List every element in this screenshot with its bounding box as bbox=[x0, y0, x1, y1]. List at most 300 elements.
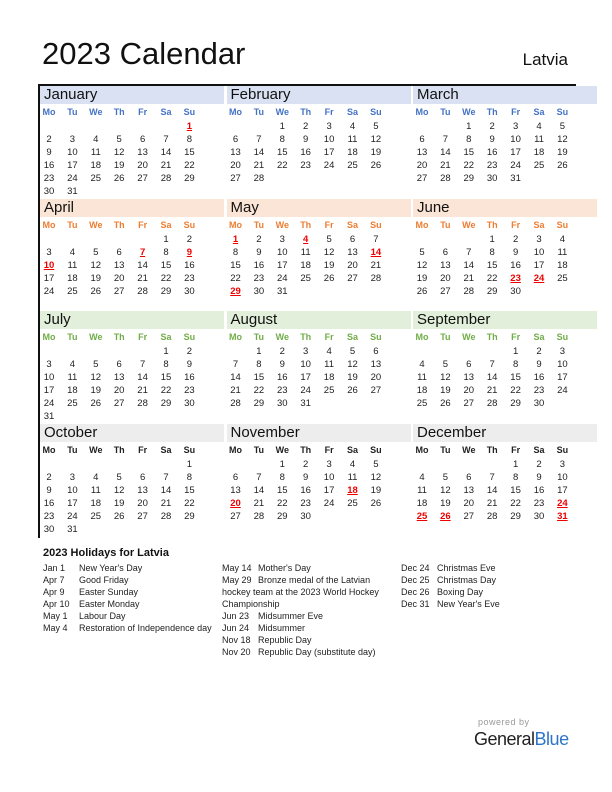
date-cell: 6 bbox=[139, 134, 146, 145]
date-cell: 27 bbox=[463, 398, 475, 409]
holiday-date: May 1 bbox=[43, 611, 68, 621]
holiday-date: May 14 bbox=[222, 563, 252, 573]
date-cell: 16 bbox=[533, 484, 545, 496]
date-cell: 7 bbox=[163, 134, 169, 145]
weekday-label: Su bbox=[556, 444, 569, 455]
month-header bbox=[413, 311, 597, 329]
date-cell: 21 bbox=[253, 160, 265, 171]
date-cell: 7 bbox=[489, 359, 495, 370]
date-cell: 4 bbox=[559, 233, 566, 245]
holiday-item bbox=[222, 562, 397, 574]
date-cell: 19 bbox=[323, 259, 335, 271]
weekday-label: Th bbox=[113, 107, 125, 117]
date-cell: 27 bbox=[113, 398, 125, 409]
holiday-name: Christmas Day bbox=[437, 575, 497, 585]
holiday-item bbox=[43, 610, 218, 622]
holiday-date: 14 bbox=[370, 246, 382, 258]
date-cell: 22 bbox=[253, 385, 265, 396]
date-cell: 23 bbox=[533, 385, 545, 396]
date-cell: 25 bbox=[67, 398, 78, 409]
date-cell: 4 bbox=[69, 246, 76, 258]
date-cell: 22 bbox=[160, 385, 172, 396]
date-cell: 8 bbox=[512, 471, 519, 483]
date-cell: 25 bbox=[347, 497, 358, 509]
date-cell: 14 bbox=[486, 372, 498, 383]
date-cell: 10 bbox=[300, 359, 311, 370]
weekday-label: Th bbox=[300, 107, 312, 117]
weekday-label: Mo bbox=[415, 107, 429, 117]
holiday-date: Jan 1 bbox=[43, 563, 66, 573]
date-cell: 5 bbox=[559, 121, 566, 132]
date-cell: 30 bbox=[43, 186, 55, 197]
weekday-label: Mo bbox=[42, 332, 56, 342]
weekday-label: Th bbox=[486, 332, 498, 342]
date-cell: 21 bbox=[253, 497, 265, 509]
weekday-label: Sa bbox=[160, 332, 172, 342]
date-cell: 3 bbox=[69, 471, 76, 483]
date-cell: 23 bbox=[300, 160, 311, 171]
date-cell: 20 bbox=[416, 160, 428, 171]
logo-text-general: General bbox=[474, 729, 535, 749]
date-cell: 20 bbox=[113, 272, 125, 284]
month-january bbox=[40, 86, 224, 196]
date-cell: 5 bbox=[116, 471, 122, 483]
weekday-label: Fr bbox=[138, 219, 148, 230]
date-cell: 28 bbox=[253, 510, 265, 522]
date-cell: 3 bbox=[303, 346, 309, 357]
date-cell: 7 bbox=[373, 233, 379, 245]
date-cell: 14 bbox=[137, 372, 148, 383]
date-cell: 3 bbox=[559, 458, 566, 470]
date-cell: 21 bbox=[370, 259, 382, 271]
date-cell: 29 bbox=[277, 510, 288, 522]
date-cell: 12 bbox=[370, 471, 382, 483]
date-cell: 24 bbox=[557, 385, 568, 396]
date-cell: 7 bbox=[139, 359, 146, 370]
date-cell: 10 bbox=[557, 471, 568, 483]
weekday-label: Su bbox=[556, 107, 569, 117]
date-cell: 11 bbox=[347, 134, 358, 145]
date-cell: 16 bbox=[300, 484, 311, 496]
date-cell: 25 bbox=[90, 173, 102, 184]
month-march bbox=[413, 86, 597, 196]
holiday-name: Midsummer bbox=[258, 623, 306, 633]
weekday-label: Tu bbox=[253, 444, 265, 455]
date-cell: 27 bbox=[137, 173, 148, 184]
month-name: December bbox=[417, 423, 487, 441]
weekday-label: Th bbox=[486, 107, 498, 117]
date-cell: 27 bbox=[230, 173, 241, 184]
date-cell: 12 bbox=[440, 484, 451, 496]
date-cell: 26 bbox=[90, 285, 102, 297]
date-cell: 2 bbox=[46, 134, 52, 145]
holiday-name: Republic Day bbox=[258, 635, 312, 645]
weekday-label: Mo bbox=[42, 444, 56, 455]
date-cell: 12 bbox=[347, 359, 358, 370]
date-cell: 27 bbox=[440, 285, 451, 297]
date-cell: 28 bbox=[463, 285, 475, 297]
weekday-label: Th bbox=[300, 332, 312, 342]
date-cell: 27 bbox=[113, 285, 125, 297]
date-cell: 16 bbox=[253, 259, 265, 271]
weekday-label: We bbox=[462, 332, 476, 342]
date-cell: 16 bbox=[184, 259, 195, 271]
date-cell: 14 bbox=[253, 147, 265, 158]
date-cell: 24 bbox=[300, 385, 311, 396]
date-cell: 15 bbox=[230, 259, 241, 271]
date-cell: 16 bbox=[43, 497, 55, 509]
weekday-label: Th bbox=[300, 444, 312, 455]
date-cell: 28 bbox=[230, 398, 241, 409]
date-cell: 1 bbox=[279, 121, 285, 132]
date-cell: 13 bbox=[440, 259, 451, 271]
date-cell: 6 bbox=[373, 346, 379, 357]
weekday-label: Su bbox=[556, 219, 569, 230]
weekday-label: Mo bbox=[415, 219, 429, 230]
date-cell: 10 bbox=[323, 134, 335, 145]
weekday-label: We bbox=[89, 332, 103, 342]
date-cell: 15 bbox=[184, 147, 195, 158]
date-cell: 9 bbox=[256, 246, 262, 258]
date-cell: 25 bbox=[533, 160, 545, 171]
holiday-date: Nov 20 bbox=[222, 647, 251, 657]
weekday-label: Fr bbox=[324, 219, 334, 230]
date-cell: 10 bbox=[67, 147, 78, 158]
date-cell: 6 bbox=[232, 471, 239, 483]
weekday-label: We bbox=[275, 332, 289, 342]
weekday-label: Fr bbox=[138, 332, 148, 342]
holiday-name: New Year's Day bbox=[79, 563, 143, 573]
date-cell: 29 bbox=[463, 173, 475, 184]
date-cell: 29 bbox=[184, 173, 195, 184]
date-cell: 21 bbox=[440, 160, 451, 171]
date-cell: 11 bbox=[417, 484, 427, 496]
weekday-label: Fr bbox=[324, 332, 334, 342]
date-cell: 15 bbox=[277, 147, 288, 158]
generalblue-logo[interactable] bbox=[474, 729, 569, 750]
date-cell: 21 bbox=[486, 385, 498, 396]
date-cell: 25 bbox=[300, 272, 311, 284]
date-cell: 23 bbox=[277, 385, 288, 396]
date-cell: 10 bbox=[277, 246, 288, 258]
month-july bbox=[40, 311, 224, 421]
date-cell: 31 bbox=[67, 186, 78, 197]
weekday-label: Fr bbox=[511, 219, 521, 230]
weekday-label: Tu bbox=[253, 332, 265, 342]
date-cell: 20 bbox=[137, 160, 148, 171]
date-cell: 28 bbox=[160, 173, 172, 184]
date-cell: 27 bbox=[230, 510, 241, 522]
date-cell: 29 bbox=[160, 398, 172, 409]
date-cell: 27 bbox=[463, 510, 475, 522]
holiday-date: 29 bbox=[230, 285, 241, 297]
date-cell: 26 bbox=[416, 285, 428, 297]
date-cell: 6 bbox=[232, 134, 239, 145]
weekday-label: We bbox=[275, 107, 289, 117]
weekday-label: Th bbox=[486, 444, 498, 455]
date-cell: 29 bbox=[510, 398, 521, 409]
date-cell: 31 bbox=[300, 398, 311, 409]
date-cell: 3 bbox=[326, 121, 332, 132]
date-cell: 9 bbox=[536, 359, 542, 370]
weekday-label: Th bbox=[486, 219, 498, 230]
date-cell: 20 bbox=[347, 259, 358, 271]
date-cell: 1 bbox=[279, 458, 285, 470]
month-name: July bbox=[44, 311, 71, 328]
weekday-label: Mo bbox=[42, 219, 56, 230]
date-cell: 22 bbox=[184, 160, 195, 171]
date-cell: 11 bbox=[347, 471, 358, 483]
date-cell: 18 bbox=[300, 259, 311, 271]
date-cell: 13 bbox=[370, 359, 382, 370]
holiday-name: Christmas Eve bbox=[437, 563, 496, 573]
date-cell: 20 bbox=[113, 385, 125, 396]
date-cell: 3 bbox=[46, 359, 52, 370]
date-cell: 18 bbox=[67, 385, 78, 396]
month-february bbox=[227, 86, 411, 196]
month-name: January bbox=[44, 86, 98, 103]
month-august bbox=[227, 311, 411, 421]
holiday-name: Good Friday bbox=[79, 575, 129, 585]
month-name: April bbox=[44, 198, 75, 216]
date-cell: 4 bbox=[69, 359, 76, 370]
date-cell: 30 bbox=[253, 285, 265, 297]
date-cell: 13 bbox=[137, 147, 148, 158]
date-cell: 23 bbox=[184, 272, 195, 284]
date-cell: 19 bbox=[440, 497, 451, 509]
date-cell: 20 bbox=[440, 272, 451, 284]
weekday-label: Su bbox=[183, 107, 196, 117]
holiday-item bbox=[222, 646, 397, 658]
weekday-label: Sa bbox=[160, 107, 172, 117]
date-cell: 17 bbox=[510, 147, 521, 158]
weekday-label: We bbox=[89, 107, 103, 117]
date-cell: 6 bbox=[466, 359, 472, 370]
date-cell: 1 bbox=[163, 233, 169, 245]
date-cell: 22 bbox=[160, 272, 172, 284]
date-cell: 20 bbox=[137, 497, 148, 509]
date-cell: 26 bbox=[90, 398, 102, 409]
holiday-name: Mother's Day bbox=[258, 563, 311, 573]
date-cell: 22 bbox=[230, 272, 241, 284]
weekday-label: We bbox=[462, 219, 476, 230]
date-cell: 1 bbox=[186, 458, 193, 470]
weekday-label: Su bbox=[370, 332, 382, 342]
date-cell: 6 bbox=[139, 471, 146, 483]
month-name: February bbox=[230, 86, 291, 103]
date-cell: 22 bbox=[486, 272, 498, 284]
date-cell: 28 bbox=[370, 272, 382, 284]
date-cell: 8 bbox=[279, 134, 285, 145]
date-cell: 26 bbox=[113, 173, 125, 184]
holiday-date: Dec 31 bbox=[401, 599, 430, 609]
holiday-date: 1 bbox=[232, 233, 239, 245]
month-june bbox=[413, 199, 597, 309]
date-cell: 24 bbox=[67, 510, 78, 522]
weekday-label: Fr bbox=[324, 107, 334, 117]
date-cell: 4 bbox=[419, 359, 425, 370]
weekday-label: Tu bbox=[67, 219, 78, 230]
date-cell: 10 bbox=[323, 471, 335, 483]
date-cell: 9 bbox=[279, 359, 285, 370]
date-cell: 26 bbox=[323, 272, 335, 284]
weekday-label: Fr bbox=[138, 107, 148, 117]
date-cell: 14 bbox=[253, 484, 265, 496]
date-cell: 2 bbox=[536, 458, 542, 470]
date-cell: 30 bbox=[184, 285, 195, 297]
holiday-date: 1 bbox=[186, 121, 193, 132]
date-cell: 27 bbox=[347, 272, 358, 284]
date-cell: 30 bbox=[300, 510, 311, 522]
date-cell: 5 bbox=[442, 471, 449, 483]
date-cell: 13 bbox=[113, 372, 125, 383]
date-cell: 1 bbox=[512, 458, 519, 470]
date-cell: 23 bbox=[300, 497, 311, 509]
weekday-label: Mo bbox=[229, 107, 242, 117]
date-cell: 9 bbox=[303, 471, 309, 483]
date-cell: 28 bbox=[486, 510, 498, 522]
month-header bbox=[40, 311, 224, 329]
date-cell: 20 bbox=[230, 160, 241, 171]
date-cell: 16 bbox=[184, 372, 195, 383]
date-cell: 12 bbox=[440, 372, 451, 383]
date-cell: 9 bbox=[303, 134, 309, 145]
country-label: Latvia bbox=[522, 50, 568, 69]
weekday-label: Sa bbox=[346, 332, 358, 342]
date-cell: 4 bbox=[536, 121, 542, 132]
date-cell: 11 bbox=[90, 147, 101, 158]
date-cell: 2 bbox=[512, 233, 519, 245]
holiday-item bbox=[222, 610, 397, 622]
date-cell: 2 bbox=[489, 121, 495, 132]
date-cell: 13 bbox=[347, 246, 358, 258]
date-cell: 18 bbox=[347, 147, 358, 158]
date-cell: 16 bbox=[510, 259, 521, 271]
date-cell: 18 bbox=[557, 259, 568, 271]
date-cell: 5 bbox=[93, 246, 99, 258]
date-cell: 25 bbox=[557, 272, 568, 284]
date-cell: 29 bbox=[510, 510, 521, 522]
date-cell: 17 bbox=[533, 259, 545, 271]
date-cell: 15 bbox=[160, 259, 172, 271]
weekday-label: Sa bbox=[533, 107, 545, 117]
date-cell: 28 bbox=[440, 173, 451, 184]
month-name: November bbox=[230, 423, 300, 441]
date-cell: 17 bbox=[67, 497, 78, 509]
date-cell: 9 bbox=[46, 147, 52, 158]
date-cell: 11 bbox=[67, 372, 78, 383]
holiday-date: Jun 23 bbox=[222, 611, 250, 621]
holiday-date: 24 bbox=[533, 272, 545, 284]
date-cell: 22 bbox=[277, 160, 288, 171]
date-cell: 8 bbox=[256, 359, 262, 370]
date-cell: 4 bbox=[349, 458, 356, 470]
date-cell: 24 bbox=[43, 398, 55, 409]
weekday-label: Mo bbox=[229, 444, 242, 455]
date-cell: 12 bbox=[90, 372, 102, 383]
holiday-date: 31 bbox=[557, 510, 568, 522]
date-cell: 12 bbox=[557, 134, 568, 145]
date-cell: 19 bbox=[416, 272, 428, 284]
month-october bbox=[40, 424, 224, 534]
date-cell: 21 bbox=[486, 497, 498, 509]
date-cell: 9 bbox=[186, 359, 193, 370]
month-december bbox=[413, 424, 597, 534]
weekday-label: Sa bbox=[160, 219, 172, 230]
date-cell: 21 bbox=[137, 385, 148, 396]
date-cell: 2 bbox=[303, 121, 309, 132]
date-cell: 11 bbox=[324, 359, 335, 370]
date-cell: 14 bbox=[137, 259, 148, 271]
date-cell: 24 bbox=[510, 160, 521, 171]
weekday-label: We bbox=[89, 219, 103, 230]
holiday-item bbox=[401, 574, 576, 586]
weekday-label: Sa bbox=[346, 444, 358, 455]
date-cell: 25 bbox=[416, 398, 428, 409]
date-cell: 20 bbox=[463, 385, 475, 396]
holiday-name: Republic Day (substitute day) bbox=[258, 647, 376, 657]
weekday-label: Th bbox=[113, 444, 125, 455]
weekday-label: Fr bbox=[511, 444, 521, 455]
date-cell: 27 bbox=[370, 385, 382, 396]
date-cell: 19 bbox=[557, 147, 568, 158]
date-cell: 10 bbox=[510, 134, 521, 145]
date-cell: 17 bbox=[43, 385, 55, 396]
date-cell: 10 bbox=[557, 359, 568, 370]
date-cell: 10 bbox=[67, 484, 78, 496]
weekday-label: Tu bbox=[67, 107, 78, 117]
date-cell: 23 bbox=[184, 385, 195, 396]
date-cell: 17 bbox=[300, 372, 311, 383]
date-cell: 4 bbox=[93, 471, 99, 483]
date-cell: 7 bbox=[466, 246, 472, 258]
date-cell: 26 bbox=[440, 398, 451, 409]
holiday-date: 20 bbox=[230, 497, 241, 509]
holiday-name: New Year's Eve bbox=[437, 599, 500, 609]
logo-text-blue: Blue bbox=[534, 729, 569, 749]
date-cell: 11 bbox=[417, 372, 427, 383]
date-cell: 4 bbox=[419, 471, 425, 483]
date-cell: 24 bbox=[277, 272, 288, 284]
date-cell: 12 bbox=[323, 246, 335, 258]
holiday-name: Boxing Day bbox=[437, 587, 484, 597]
date-cell: 22 bbox=[277, 497, 288, 509]
date-cell: 29 bbox=[253, 398, 265, 409]
date-cell: 13 bbox=[463, 372, 475, 383]
month-september bbox=[413, 311, 597, 421]
date-cell: 7 bbox=[256, 134, 262, 145]
weekday-label: Tu bbox=[253, 219, 265, 230]
month-april bbox=[40, 199, 224, 309]
date-cell: 18 bbox=[416, 385, 428, 396]
weekday-label: Su bbox=[370, 107, 382, 117]
date-cell: 23 bbox=[486, 160, 498, 171]
holiday-name: Midsummer Eve bbox=[258, 611, 324, 621]
date-cell: 11 bbox=[300, 246, 311, 258]
date-cell: 16 bbox=[533, 372, 545, 383]
date-cell: 15 bbox=[463, 147, 475, 158]
weekday-label: Su bbox=[183, 332, 196, 342]
date-cell: 3 bbox=[279, 233, 285, 245]
date-cell: 25 bbox=[67, 285, 78, 297]
date-cell: 22 bbox=[184, 497, 195, 509]
date-cell: 13 bbox=[416, 147, 428, 158]
date-cell: 30 bbox=[486, 173, 498, 184]
date-cell: 14 bbox=[440, 147, 451, 158]
month-may bbox=[227, 199, 411, 309]
weekday-label: Mo bbox=[42, 107, 56, 117]
date-cell: 7 bbox=[232, 359, 239, 370]
